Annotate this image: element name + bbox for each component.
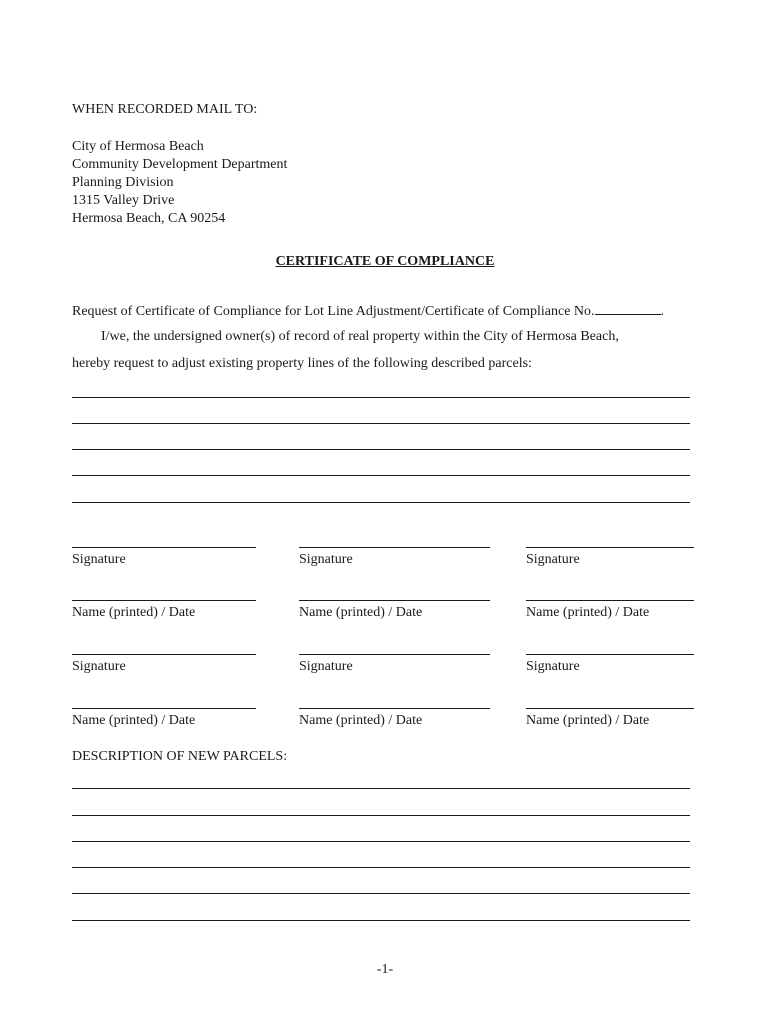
name-date-label: Name (printed) / Date	[526, 605, 650, 620]
new-parcel-line-6[interactable]	[72, 920, 690, 921]
name-date-line-1[interactable]	[72, 600, 256, 601]
signature-label: Signature	[72, 552, 126, 567]
signature-line-2[interactable]	[299, 547, 490, 548]
name-date-line-2[interactable]	[299, 600, 490, 601]
return-address	[72, 138, 287, 228]
undersigned-statement: I/we, the undersigned owner(s) of record of real property within the City of Hermosa Beach,	[101, 329, 619, 344]
signature-label: Signature	[526, 659, 580, 674]
signature-line-3[interactable]	[526, 547, 694, 548]
signature-line-5[interactable]	[299, 654, 490, 655]
request-text: Request of Certificate of Compliance for Lot Line Adjustment/Certificate of Compliance No.	[72, 304, 595, 319]
address-line-2: Community Development Department	[72, 157, 288, 172]
name-date-label: Name (printed) / Date	[526, 713, 650, 728]
new-parcel-line-2[interactable]	[72, 815, 690, 816]
existing-parcel-line-3[interactable]	[72, 449, 690, 450]
signature-label: Signature	[299, 659, 353, 674]
name-date-label: Name (printed) / Date	[72, 713, 196, 728]
name-date-line-6[interactable]	[526, 708, 694, 709]
address-line-3: Planning Division	[72, 175, 174, 190]
request-line	[72, 302, 664, 320]
existing-parcel-line-4[interactable]	[72, 475, 690, 476]
name-date-line-3[interactable]	[526, 600, 694, 601]
new-parcel-line-5[interactable]	[72, 893, 690, 894]
existing-parcel-line-1[interactable]	[72, 397, 690, 398]
address-line-4: 1315 Valley Drive	[72, 193, 175, 208]
name-date-label: Name (printed) / Date	[299, 605, 423, 620]
request-end: .	[660, 304, 665, 319]
existing-parcel-line-2[interactable]	[72, 423, 690, 424]
new-parcel-line-1[interactable]	[72, 788, 690, 789]
signature-label: Signature	[299, 552, 353, 567]
document-title: CERTIFICATE OF COMPLIANCE	[275, 254, 495, 269]
signature-label: Signature	[72, 659, 126, 674]
hereby-statement: hereby request to adjust existing property lines of the following described parcels:	[72, 356, 532, 371]
signature-line-6[interactable]	[526, 654, 694, 655]
existing-parcel-line-5[interactable]	[72, 502, 690, 503]
address-line-5: Hermosa Beach, CA 90254	[72, 211, 226, 226]
name-date-line-4[interactable]	[72, 708, 256, 709]
signature-label: Signature	[526, 552, 580, 567]
mail-to-heading: WHEN RECORDED MAIL TO:	[72, 102, 258, 117]
signature-line-1[interactable]	[72, 547, 256, 548]
name-date-line-5[interactable]	[299, 708, 490, 709]
name-date-label: Name (printed) / Date	[72, 605, 196, 620]
page-number: -1-	[376, 962, 394, 977]
description-heading: DESCRIPTION OF NEW PARCELS:	[72, 749, 288, 764]
address-line-1: City of Hermosa Beach	[72, 139, 204, 154]
certificate-number-blank[interactable]	[595, 302, 661, 315]
name-date-label: Name (printed) / Date	[299, 713, 423, 728]
signature-line-4[interactable]	[72, 654, 256, 655]
new-parcel-line-3[interactable]	[72, 841, 690, 842]
new-parcel-line-4[interactable]	[72, 867, 690, 868]
